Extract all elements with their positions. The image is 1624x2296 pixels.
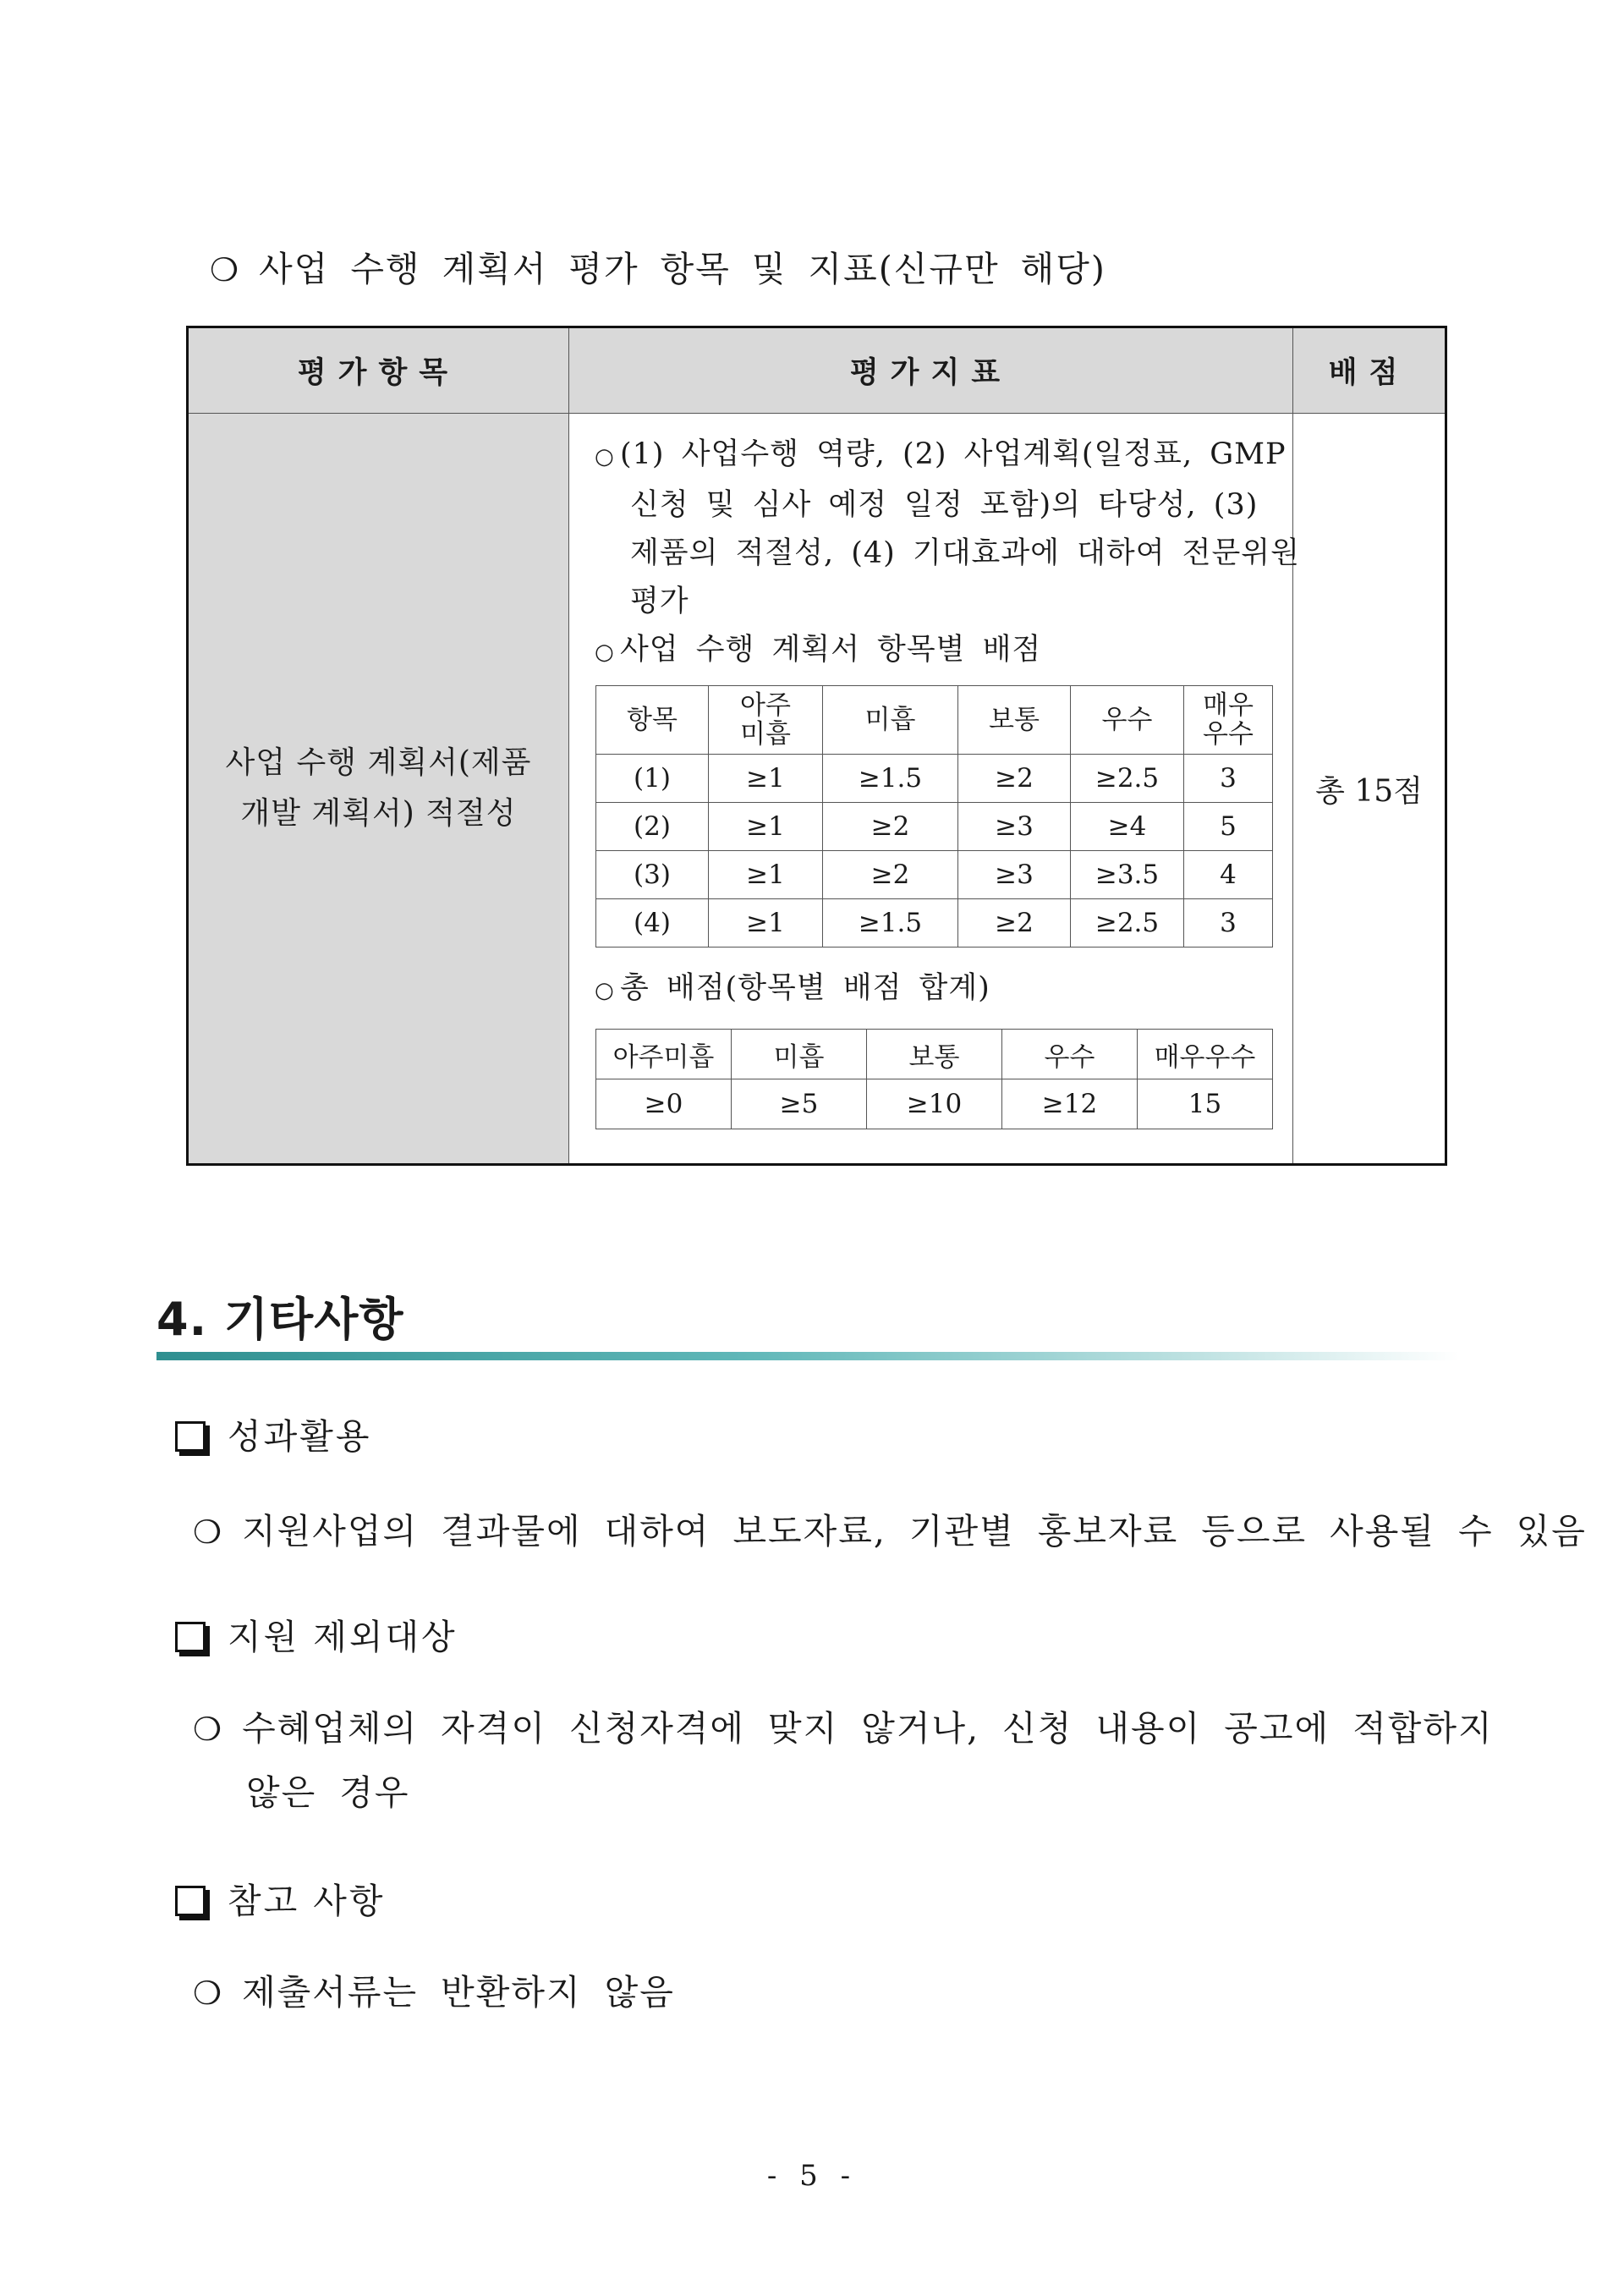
table-cell: ≥1: [709, 755, 823, 803]
subsection-heading: [175, 1873, 385, 1923]
table-cell: 미흡: [732, 1030, 867, 1079]
table-cell: ≥1: [709, 899, 823, 948]
score-col-very-poor: 아주 미흡: [709, 686, 823, 755]
subsection-heading-text: 성과활용: [228, 1416, 372, 1457]
hollow-circle-bullet-icon: ❍: [210, 251, 241, 288]
indicator-text: 사업 수행 계획서 항목별 배점: [620, 633, 1042, 667]
table-cell: 15: [1138, 1079, 1273, 1129]
hollow-circle-bullet-icon: ❍: [193, 1711, 224, 1748]
table-row: [596, 1079, 1273, 1129]
table-cell: 우수: [1002, 1030, 1138, 1079]
table-cell: ≥2.5: [1071, 755, 1184, 803]
table-cell: ≥3.5: [1071, 851, 1184, 899]
item-score-table: [595, 685, 1273, 948]
body-text: 제출서류는 반환하지 않음: [242, 1972, 675, 2013]
checkbox-square-icon: [175, 1886, 206, 1916]
body-text-continuation: 않은 경우: [246, 1772, 410, 1813]
table-row: [596, 851, 1273, 899]
header-eval-item: 평가항목: [188, 327, 569, 414]
table-cell: ≥1.5: [823, 899, 958, 948]
section-title: 4. 기타사항: [156, 1293, 404, 1346]
table-cell: (1): [596, 755, 709, 803]
table-cell: ≥5: [732, 1079, 867, 1129]
checkbox-square-icon: [175, 1622, 206, 1652]
table-cell: ≥2.5: [1071, 899, 1184, 948]
subsection-heading-text: 지원 제외대상: [228, 1617, 458, 1657]
table-cell: ≥2: [958, 755, 1071, 803]
table-cell: 5: [1184, 803, 1273, 851]
table-cell: ≥3: [958, 851, 1071, 899]
checkbox-square-icon: [175, 1421, 206, 1452]
evaluation-table-header-row: [188, 327, 1446, 414]
table-cell: ≥2: [958, 899, 1071, 948]
header-points: 배점: [1293, 327, 1446, 414]
intro-text: 사업 수행 계획서 평가 항목 및 지표(신규만 해당): [259, 249, 1106, 289]
table-cell: ≥3: [958, 803, 1071, 851]
body-bullet: [193, 1700, 1494, 1750]
table-cell: 3: [1184, 899, 1273, 948]
indicator-bullet-2: [595, 626, 1269, 677]
table-row: [596, 899, 1273, 948]
body-bullet: [193, 1503, 1587, 1553]
subsection-heading: [175, 1409, 371, 1458]
table-cell: 4: [1184, 851, 1273, 899]
score-col-poor: 미흡: [823, 686, 958, 755]
small-circle-bullet-icon: ○: [595, 444, 615, 470]
page-number: - 5 -: [766, 2159, 858, 2193]
table-cell: 3: [1184, 755, 1273, 803]
table-cell: (3): [596, 851, 709, 899]
eval-indicator-cell: [569, 414, 1300, 1165]
table-cell: (2): [596, 803, 709, 851]
body-text: 수혜업체의 자격이 신청자격에 맞지 않거나, 신청 내용이 공고에 적합하지: [242, 1708, 1494, 1749]
subsection-heading-text: 참고 사항: [228, 1881, 386, 1921]
section-underline-bar: [156, 1352, 1459, 1360]
table-cell: 보통: [867, 1030, 1002, 1079]
small-circle-bullet-icon: ○: [595, 978, 615, 1003]
indicator-text: 총 배점(항목별 배점 합계): [620, 971, 990, 1005]
table-cell: ≥12: [1002, 1079, 1138, 1129]
indicator-bullet-3: [595, 964, 1269, 1015]
table-row: [596, 803, 1273, 851]
score-col-average: 보통: [958, 686, 1071, 755]
table-cell: ≥2: [823, 851, 958, 899]
score-col-item: 항목: [596, 686, 709, 755]
intro-bullet: [210, 241, 1106, 291]
table-cell: ≥4: [1071, 803, 1184, 851]
body-text: 지원사업의 결과물에 대하여 보도자료, 기관별 홍보자료 등으로 사용될 수 있음: [242, 1511, 1587, 1552]
indicator-bullet-1-cont: 평가: [630, 585, 689, 618]
indicator-bullet-1-cont: 신청 및 심사 예정 일정 포함)의 타당성, (3): [630, 488, 1259, 522]
item-score-header-row: [596, 686, 1273, 755]
table-cell: ≥1: [709, 851, 823, 899]
table-cell: ≥10: [867, 1079, 1002, 1129]
eval-item-cell: [188, 414, 569, 1165]
indicator-text: (1) 사업수행 역량, (2) 사업계획(일정표, GMP: [620, 437, 1287, 471]
total-score-table: [595, 1029, 1273, 1129]
hollow-circle-bullet-icon: ❍: [193, 1513, 224, 1551]
points-cell: 총 15점: [1293, 414, 1446, 1165]
total-score-header-row: [596, 1030, 1273, 1079]
table-cell: 아주미흡: [596, 1030, 732, 1079]
hollow-circle-bullet-icon: ❍: [193, 1975, 224, 2012]
evaluation-table: [186, 326, 1447, 1166]
table-cell: ≥2: [823, 803, 958, 851]
indicator-bullet-1: [595, 431, 1287, 481]
body-bullet: [193, 1964, 675, 2014]
indicator-bullet-1-cont: 제품의 적절성, (4) 기대효과에 대하여 전문위원: [630, 536, 1300, 570]
score-col-excellent: 매우 우수: [1184, 686, 1273, 755]
table-cell: ≥1: [709, 803, 823, 851]
table-row: [596, 755, 1273, 803]
score-col-good: 우수: [1071, 686, 1184, 755]
table-cell: ≥1.5: [823, 755, 958, 803]
evaluation-table-row: [188, 414, 1446, 1165]
subsection-heading: [175, 1609, 458, 1659]
eval-item-line: 사업 수행 계획서(제품: [225, 745, 532, 780]
table-cell: (4): [596, 899, 709, 948]
small-circle-bullet-icon: ○: [595, 640, 615, 665]
table-cell: ≥0: [596, 1079, 732, 1129]
table-cell: 매우우수: [1138, 1030, 1273, 1079]
eval-item-line: 개발 계획서) 적절성: [240, 796, 517, 831]
header-eval-indicator: 평가지표: [569, 327, 1293, 414]
